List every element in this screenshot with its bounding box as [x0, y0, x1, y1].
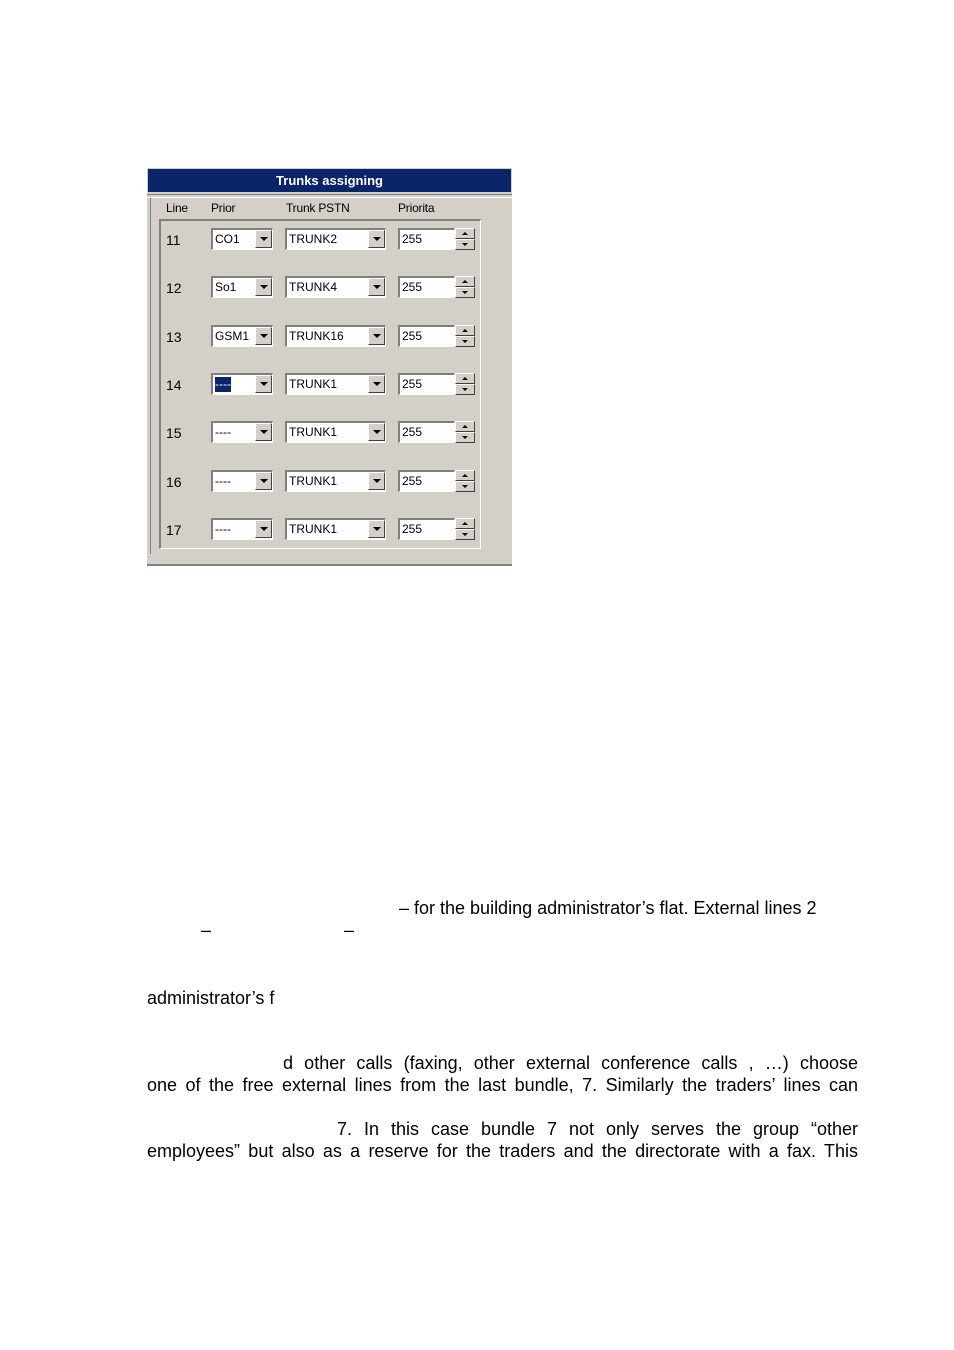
spin-up-button[interactable]: [455, 421, 475, 432]
prior-select[interactable]: [211, 421, 273, 443]
chevron-down-icon: [373, 479, 381, 483]
line-row: [147, 325, 512, 349]
spin-down-button[interactable]: [455, 432, 475, 443]
priorita-spinner[interactable]: [455, 325, 475, 347]
spin-up-button[interactable]: [455, 518, 475, 529]
line-number: 13: [166, 328, 182, 345]
prior-select[interactable]: [211, 470, 273, 492]
priorita-input[interactable]: [398, 470, 455, 492]
text-line-7: employees” but also as a reserve for the traders and the directorate with a fax. This: [147, 1141, 858, 1161]
trunk-pstn-select[interactable]: [285, 373, 386, 395]
arrow-up-icon: [462, 329, 468, 332]
trunk-value: TRUNK1: [289, 473, 338, 488]
text-line-2-dash-b: –: [344, 920, 355, 940]
chevron-down-icon: [373, 334, 381, 338]
trunk-value: TRUNK1: [289, 521, 338, 536]
arrow-down-icon: [462, 533, 468, 536]
priorita-spinner[interactable]: [455, 518, 475, 540]
prior-select[interactable]: [211, 373, 273, 395]
prior-select[interactable]: [211, 228, 273, 250]
spin-down-button[interactable]: [455, 529, 475, 540]
chevron-down-icon: [373, 430, 381, 434]
trunk-pstn-select[interactable]: [285, 518, 386, 540]
arrow-up-icon: [462, 377, 468, 380]
prior-value: GSM1: [215, 328, 250, 343]
prior-select[interactable]: [211, 276, 273, 298]
spin-up-button[interactable]: [455, 470, 475, 481]
trunk-value: TRUNK2: [289, 232, 338, 246]
priorita-input[interactable]: [398, 518, 455, 540]
priorita-spinner[interactable]: [455, 470, 475, 492]
arrow-up-icon: [462, 474, 468, 477]
prior-select[interactable]: [211, 518, 273, 540]
spin-up-button[interactable]: [455, 228, 475, 239]
prior-value: So1: [215, 280, 237, 295]
trunk-dropdown-button[interactable]: [368, 423, 385, 441]
priorita-input[interactable]: [398, 276, 455, 298]
arrow-down-icon: [462, 243, 468, 246]
header-trunk-pstn: Trunk PSTN: [286, 201, 350, 215]
trunk-dropdown-button[interactable]: [368, 472, 385, 490]
priorita-input[interactable]: [398, 228, 455, 250]
prior-value: ----: [215, 521, 231, 536]
trunk-dropdown-button[interactable]: [368, 375, 385, 393]
trunk-value: TRUNK16: [289, 328, 344, 343]
text-line-6: 7. In this case bundle 7 not only serves the group “other: [337, 1119, 858, 1139]
priorita-spinner[interactable]: [455, 421, 475, 443]
trunk-pstn-select[interactable]: [285, 421, 386, 443]
arrow-up-icon: [462, 280, 468, 283]
priorita-spinner[interactable]: [455, 276, 475, 298]
prior-dropdown-button[interactable]: [255, 423, 272, 441]
spin-down-button[interactable]: [455, 239, 475, 250]
spin-down-button[interactable]: [455, 384, 475, 395]
priorita-value: 255: [402, 521, 423, 536]
chevron-down-icon: [373, 527, 381, 531]
arrow-down-icon: [462, 291, 468, 294]
priorita-value: 255: [402, 232, 423, 246]
spin-up-button[interactable]: [455, 276, 475, 287]
line-number: 12: [166, 280, 182, 297]
arrow-up-icon: [462, 232, 468, 235]
spin-down-button[interactable]: [455, 481, 475, 492]
text-line-2-dash-a: –: [201, 920, 212, 940]
text-line-1: – for the building administrator’s flat. External lines 2: [399, 898, 817, 918]
line-number: 17: [166, 521, 182, 538]
chevron-down-icon: [260, 527, 268, 531]
trunk-value: TRUNK1: [289, 425, 338, 440]
chevron-down-icon: [260, 430, 268, 434]
priorita-spinner[interactable]: [455, 373, 475, 395]
chevron-down-icon: [260, 479, 268, 483]
chevron-down-icon: [260, 285, 268, 289]
trunk-pstn-select[interactable]: [285, 228, 386, 250]
arrow-down-icon: [462, 388, 468, 391]
prior-value: CO1: [215, 232, 240, 246]
spin-up-button[interactable]: [455, 325, 475, 336]
chevron-down-icon: [373, 285, 381, 289]
arrow-up-icon: [462, 425, 468, 428]
line-row: [147, 276, 512, 300]
chevron-down-icon: [373, 237, 381, 241]
trunk-dropdown-button[interactable]: [368, 230, 385, 248]
arrow-down-icon: [462, 436, 468, 439]
line-number: 16: [166, 473, 182, 490]
trunk-pstn-select[interactable]: [285, 276, 386, 298]
trunk-pstn-select[interactable]: [285, 325, 386, 347]
header-priorita: Priorita: [398, 201, 435, 215]
trunk-pstn-select[interactable]: [285, 470, 386, 492]
prior-dropdown-button[interactable]: [255, 278, 272, 296]
arrow-down-icon: [462, 485, 468, 488]
chevron-down-icon: [260, 237, 268, 241]
arrow-down-icon: [462, 340, 468, 343]
line-row: [147, 421, 512, 445]
trunk-dropdown-button[interactable]: [368, 520, 385, 538]
line-row: [147, 518, 512, 542]
prior-dropdown-button[interactable]: [255, 375, 272, 393]
prior-select[interactable]: [211, 325, 273, 347]
prior-value: ----: [215, 376, 231, 391]
trunks-assigning-dialog: [147, 168, 512, 566]
text-line-3: administrator’s f: [147, 988, 275, 1008]
line-row: [147, 373, 512, 397]
line-number: 15: [166, 425, 182, 442]
chevron-down-icon: [260, 334, 268, 338]
prior-dropdown-button[interactable]: [255, 230, 272, 248]
priorita-value: 255: [402, 473, 423, 488]
spin-down-button[interactable]: [455, 287, 475, 298]
prior-dropdown-button[interactable]: [255, 520, 272, 538]
priorita-input[interactable]: [398, 325, 455, 347]
spin-down-button[interactable]: [455, 336, 475, 347]
header-line: Line: [166, 201, 188, 215]
arrow-up-icon: [462, 522, 468, 525]
trunk-value: TRUNK4: [289, 280, 338, 295]
text-line-5: one of the free external lines from the last bundle, 7. Similarly the traders’ lines can: [147, 1075, 858, 1095]
line-row: [147, 228, 512, 252]
priorita-value: 255: [402, 280, 423, 295]
text-line-4: d other calls (faxing, other external conference calls , …) choose: [283, 1053, 858, 1073]
line-number: 14: [166, 376, 182, 393]
priorita-input[interactable]: [398, 373, 455, 395]
priorita-value: 255: [402, 328, 423, 343]
line-number: 11: [166, 232, 181, 248]
priorita-input[interactable]: [398, 421, 455, 443]
priorita-spinner[interactable]: [455, 228, 475, 250]
priorita-value: 255: [402, 425, 423, 440]
trunk-dropdown-button[interactable]: [368, 278, 385, 296]
chevron-down-icon: [260, 382, 268, 386]
chevron-down-icon: [373, 382, 381, 386]
prior-dropdown-button[interactable]: [255, 327, 272, 345]
header-prior: Prior: [211, 201, 236, 215]
dialog-title: Trunks assigning: [148, 169, 511, 192]
priorita-value: 255: [402, 376, 423, 391]
prior-dropdown-button[interactable]: [255, 472, 272, 490]
line-row: [147, 470, 512, 494]
prior-value: ----: [215, 425, 231, 440]
spin-up-button[interactable]: [455, 373, 475, 384]
prior-value: ----: [215, 473, 231, 488]
trunk-value: TRUNK1: [289, 376, 338, 391]
trunk-dropdown-button[interactable]: [368, 327, 385, 345]
